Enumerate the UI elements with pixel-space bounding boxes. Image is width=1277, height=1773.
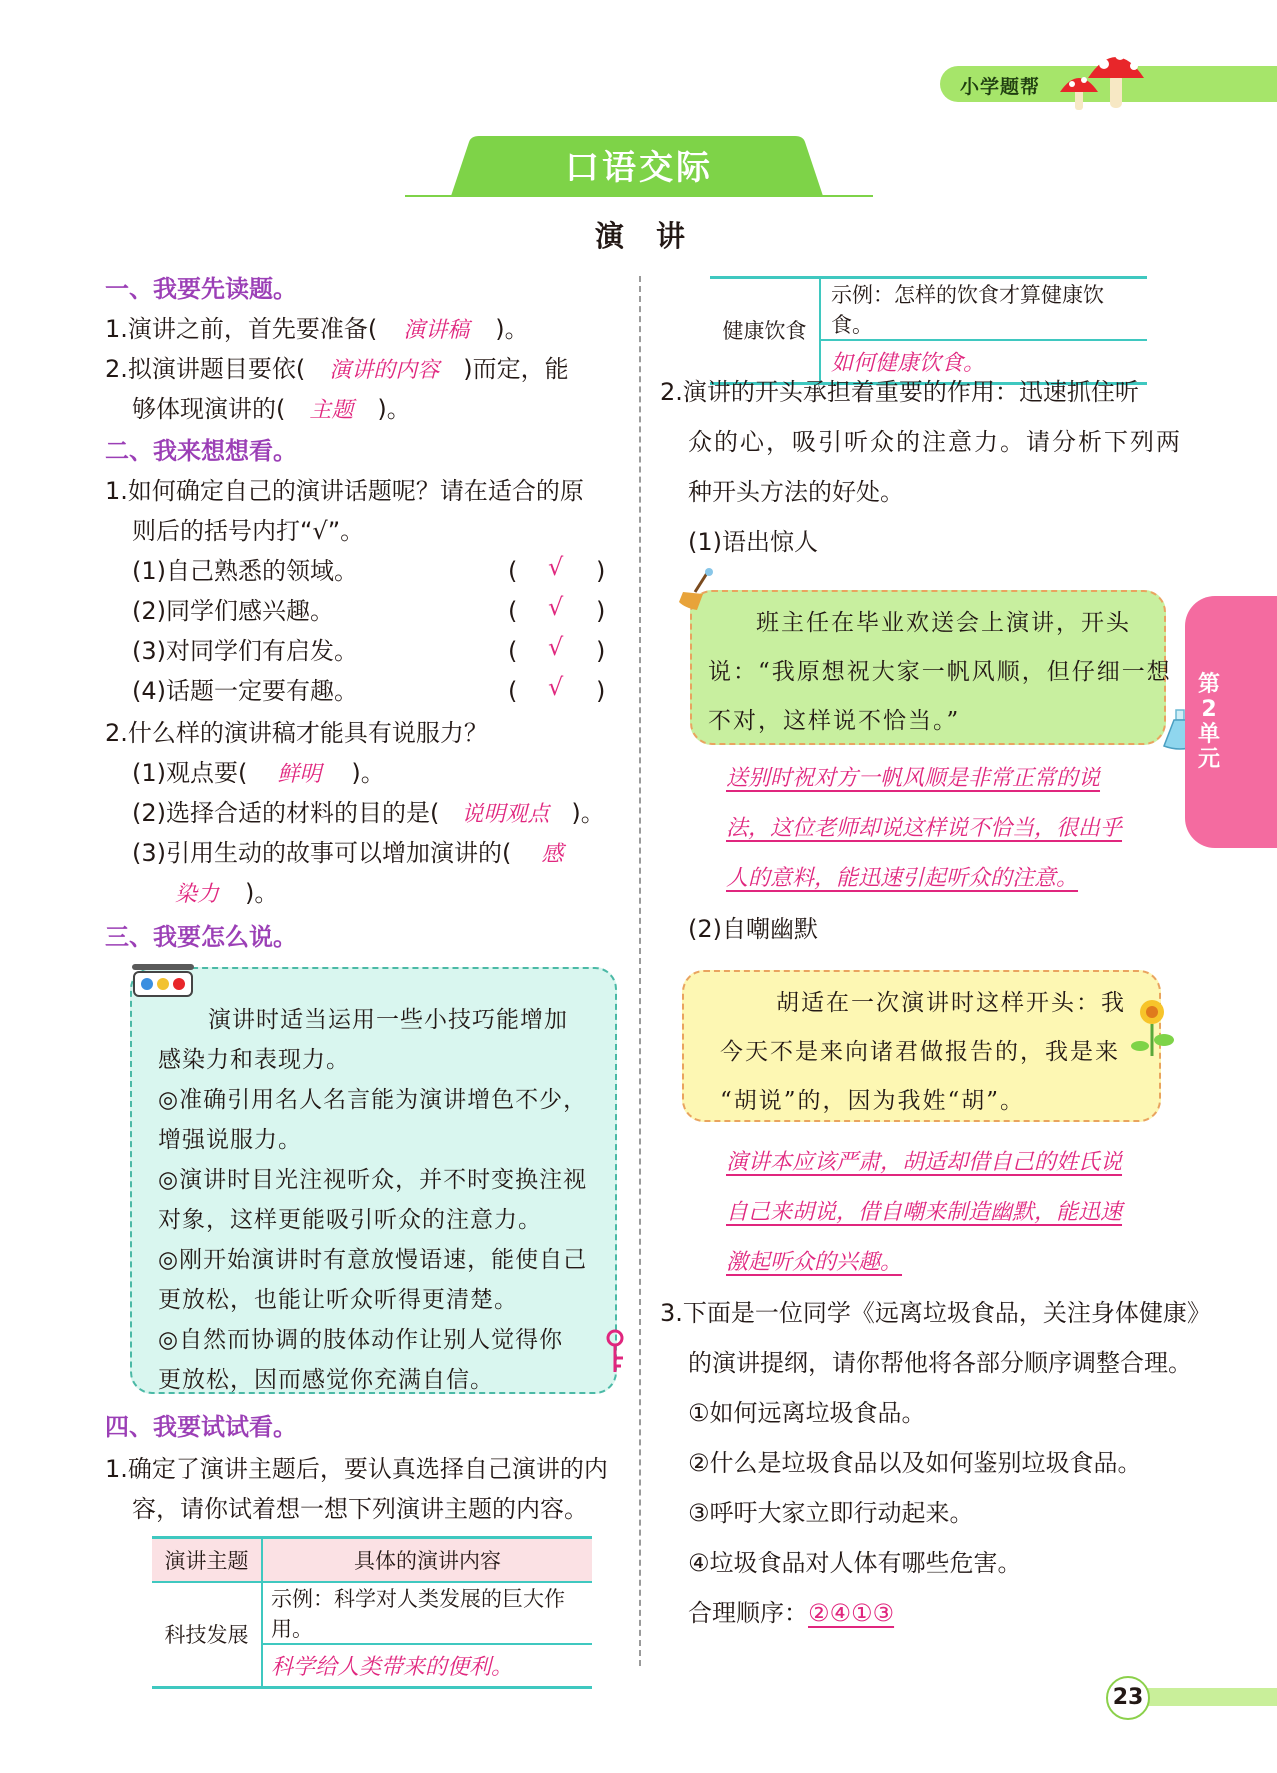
question-2-1: 1.如何确定自己的演讲话题呢？请在适合的原 (105, 477, 584, 505)
section-heading-2: 二、我来想想看。 (105, 437, 297, 465)
quote-2-line-2: 今天不是来向诸君做报告的，我是来 (720, 1039, 1120, 1065)
answer-2-line-2: 自己来胡说，借自嘲来制造幽默，能迅速 (726, 1200, 1123, 1225)
header-label: 小学题帮 (960, 76, 1041, 98)
mushroom-icon (1058, 42, 1148, 114)
question-2-2-1: (1)观点要( 鲜明 )。 (132, 759, 385, 787)
question-1-2-cont: 够体现演讲的( 主题 )。 (132, 395, 411, 423)
method-2-label: (2)自嘲幽默 (688, 915, 818, 943)
tip-line-4: 增强说服力。 (158, 1127, 302, 1153)
unit-tab-label: 第 2 单 元 (1197, 672, 1220, 772)
quote-1-line-2: 说：“我原想祝大家一帆风顺，但仔细一想 (708, 659, 1172, 685)
question-r2: 2.演讲的开头承担着重要的作用：迅速抓住听 (660, 378, 1139, 406)
question-4-1: 1.确定了演讲主题后，要认真选择自己演讲的内 (105, 1455, 608, 1483)
question-r3: 3.下面是一位同学《远离垃圾食品，关注身体健康》 (660, 1299, 1211, 1327)
question-2-2: 2.什么样的演讲稿才能具有说服力？ (105, 719, 488, 747)
quote-2-line-3: “胡说”的，因为我姓“胡”。 (720, 1088, 1026, 1114)
method-1-label: (1)语出惊人 (688, 528, 818, 556)
page-title: 口语交际 (565, 148, 713, 188)
tip-line-5: ◎演讲时目光注视听众，并不时变换注视 (158, 1167, 588, 1193)
table-answer-tech: 科学给人类带来的便利。 (262, 1644, 592, 1688)
question-2-2-3: (3)引用生动的故事可以增加演讲的( 感 (132, 839, 564, 867)
page-number-bar (1130, 1688, 1277, 1706)
answer-1-line-2: 法，这位老师却说这样说不恰当，很出乎 (726, 816, 1123, 841)
section-heading-4: 四、我要试试看。 (105, 1413, 297, 1441)
question-2-1-cont: 则后的括号内打“√”。 (132, 517, 365, 545)
quote-2-line-1: 胡适在一次演讲时这样开头：我 (776, 990, 1126, 1016)
outline-item-3: ③呼吁大家立即行动起来。 (688, 1499, 974, 1527)
table-answer-health: 如何健康饮食。 (820, 340, 1147, 383)
page-subtitle: 演讲 (594, 219, 717, 253)
check-mark-1: √ (548, 553, 564, 581)
key-icon (600, 1328, 630, 1376)
section-heading-3: 三、我要怎么说。 (105, 923, 297, 951)
outline-item-4: ④垃圾食品对人体有哪些危害。 (688, 1549, 1022, 1577)
order-answer-line: 合理顺序：②④①③ (688, 1599, 895, 1627)
outline-item-2: ②什么是垃圾食品以及如何鉴别垃圾食品。 (688, 1449, 1142, 1477)
check-item-1: (1)自己熟悉的领域。 (132, 557, 358, 585)
tip-line-10: 更放松，因而感觉你充满自信。 (158, 1367, 494, 1393)
page-number: 23 (1112, 1685, 1144, 1710)
tip-line-8: 更放松，也能让听众听得更清楚。 (158, 1287, 518, 1313)
section-heading-1: 一、我要先读题。 (105, 275, 297, 303)
question-1-2: 2.拟演讲题目要依( 演讲的内容 )而定，能 (105, 355, 569, 383)
topic-table-1 (152, 1536, 592, 1689)
order-answer: ②④①③ (808, 1599, 895, 1627)
tip-line-9: ◎自然而协调的肢体动作让别人觉得你 (158, 1327, 564, 1353)
table-topic-tech: 科技发展 (152, 1582, 262, 1688)
answer-2-line-1: 演讲本应该严肃，胡适却借自己的姓氏说 (726, 1150, 1123, 1175)
check-item-4: (4)话题一定要有趣。 (132, 677, 358, 705)
topic-table-2 (710, 276, 1147, 385)
check-mark-4: √ (548, 673, 564, 701)
flower-icon (1128, 996, 1178, 1060)
quote-1-line-1: 班主任在毕业欢送会上演讲，开头 (756, 610, 1131, 636)
answer-1-line-3: 人的意料，能迅速引起听众的注意。 (726, 866, 1079, 891)
table-header-topic: 演讲主题 (152, 1538, 262, 1582)
check-mark-2: √ (548, 593, 564, 621)
tip-line-2: 感染力和表现力。 (158, 1047, 350, 1073)
question-4-1-cont: 容，请你试着想一想下列演讲主题的内容。 (132, 1495, 588, 1523)
table-example-tech: 示例：科学对人类发展的巨大作用。 (262, 1582, 592, 1644)
answer-2-line-3: 激起听众的兴趣。 (726, 1250, 903, 1275)
table-header-content: 具体的演讲内容 (262, 1538, 592, 1582)
question-2-2-3-cont: 染力 )。 (175, 879, 279, 907)
table-example-health: 示例：怎样的饮食才算健康饮食。 (820, 278, 1147, 341)
tip-line-3: ◎准确引用名人名言能为演讲增色不少， (158, 1087, 588, 1113)
check-paren-1: ( (508, 557, 518, 585)
question-2-2-2: (2)选择合适的材料的目的是( 说明观点 )。 (132, 799, 605, 827)
tip-line-1: 演讲时适当运用一些小技巧能增加 (208, 1007, 568, 1033)
question-r3-cont: 的演讲提纲，请你帮他将各部分顺序调整合理。 (688, 1349, 1192, 1377)
broom-icon (675, 566, 717, 612)
tip-line-7: ◎刚开始演讲时有意放慢语速，能使自己 (158, 1247, 588, 1273)
check-mark-3: √ (548, 633, 564, 661)
answer-1-line-1: 送别时祝对方一帆风顺是非常正常的说 (726, 766, 1101, 791)
question-r2-cont1: 众的心，吸引听众的注意力。请分析下列两 (688, 428, 1182, 456)
check-item-2: (2)同学们感兴趣。 (132, 597, 334, 625)
table-topic-health: 健康饮食 (710, 278, 820, 384)
question-1-1: 1.演讲之前，首先要准备( 演讲稿 )。 (105, 315, 529, 343)
tip-line-6: 对象，这样更能吸引听众的注意力。 (158, 1207, 542, 1233)
check-item-3: (3)对同学们有启发。 (132, 637, 358, 665)
column-divider (639, 276, 641, 1666)
question-r2-cont2: 种开头方法的好处。 (688, 478, 904, 506)
quote-1-line-3: 不对，这样说不恰当。” (708, 708, 961, 734)
traffic-light-icon (130, 962, 196, 998)
outline-item-1: ①如何远离垃圾食品。 (688, 1399, 926, 1427)
